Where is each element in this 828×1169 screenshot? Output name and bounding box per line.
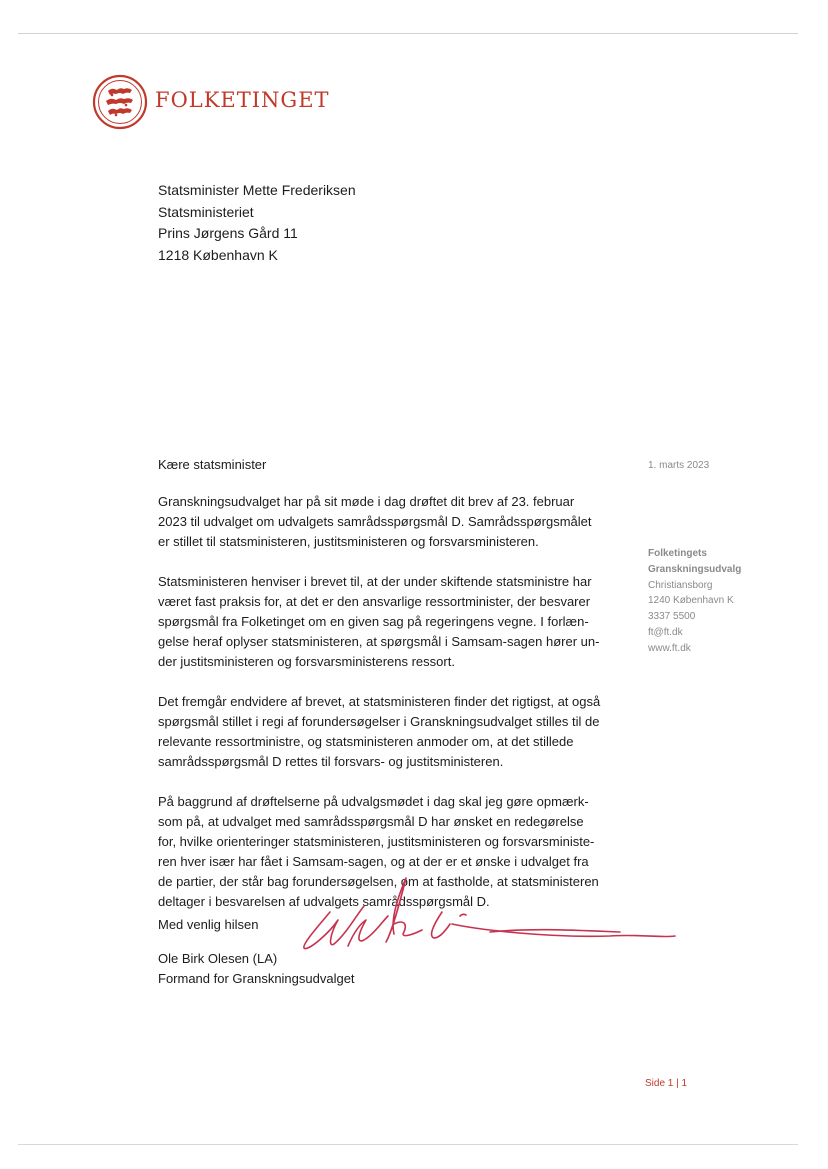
page-number: Side 1 | 1 [645,1078,688,1089]
text-line: er stillet til statsministeren, justitsministeren og forsvarsministeren. [158,534,539,549]
paragraph [158,692,613,772]
top-divider [18,33,798,34]
text-line: På baggrund af drøftelserne på udvalgsmødet i dag skal jeg gøre opmærk- [158,794,589,809]
text-line: været fast praksis for, at det er den ansvarlige ressortminister, der besvarer [158,594,591,609]
text-line: samrådsspørgsmål D rettes til forsvars- og justitsministeren. [158,754,504,769]
text-line: gelse heraf oplyser statsministeren, at spørgsmål i Samsam-sagen hører un- [158,634,600,649]
recipient-street: Prins Jørgens Gård 11 [158,225,298,241]
royal-lions-seal-icon [92,74,148,130]
sender-committee: Granskningsudvalg [648,563,742,575]
sender-phone: 3337 5500 [648,611,696,623]
brand-name: FOLKETINGET [155,88,330,112]
text-line: ren hver især har fået i Samsam-sagen, og at der er et ønske i udvalget fra [158,854,589,869]
text-line: Statsministeren henviser i brevet til, at der under skiftende statsministre har [158,574,592,589]
signer-block [158,949,355,989]
text-line: Granskningsudvalget har på sit møde i dag drøftet dit brev af 23. februar [158,494,575,509]
text-line: 2023 til udvalget om udvalgets samrådsspørgsmål D. Samrådsspørgsmålet [158,514,592,529]
text-line: der justitsministeren og forsvarsministerens ressort. [158,654,455,669]
sender-city: 1240 København K [648,595,734,607]
handwritten-signature [290,872,680,952]
folketinget-logo [92,74,342,134]
closing: Med venlig hilsen [158,917,259,932]
letter-date: 1. marts 2023 [648,460,710,471]
recipient-city: 1218 København K [158,246,278,263]
signer-title: Formand for Granskningsudvalget [158,971,355,986]
paragraph [158,572,613,672]
bottom-divider [18,1144,798,1145]
sender-web: www.ft.dk [648,642,691,654]
text-line: for, hvilke orienteringer statsministeren, justitsministeren og forsvarsministe- [158,834,595,849]
signer-name: Ole Birk Olesen (LA) [158,951,278,966]
sender-block [648,546,741,657]
text-line: spørgsmål stillet i regi af forundersøgelser i Granskningsudvalget stilles til de [158,714,600,729]
letter-body [158,492,613,932]
text-line: deltager i besvarelsen af udvalgets samrådsspørgsmål D. [158,894,490,909]
text-line: spørgsmål fra Folketinget om en given sag på regeringens vegne. I forlæn- [158,614,589,629]
recipient-name: Statsminister Mette Frederiksen [158,182,356,198]
text-line: de partier, der står bag forundersøgelsen, om at fastholde, at statsministeren [158,874,599,889]
recipient-address [158,180,356,266]
sender-address: Christiansborg [648,579,713,591]
paragraph [158,492,613,552]
greeting: Kære statsminister [158,457,267,472]
text-line: som på, at udvalget med samrådsspørgsmål D har ønsket en redegørelse [158,814,584,829]
sender-email: ft@ft.dk [648,626,683,638]
sender-org: Folketingets [648,548,707,559]
text-line: Det fremgår endvidere af brevet, at statsministeren finder det rigtigst, at også [158,694,601,709]
recipient-office: Statsministeriet [158,203,254,220]
text-line: relevante ressortministre, og statsministeren anmoder om, at det stillede [158,734,574,749]
